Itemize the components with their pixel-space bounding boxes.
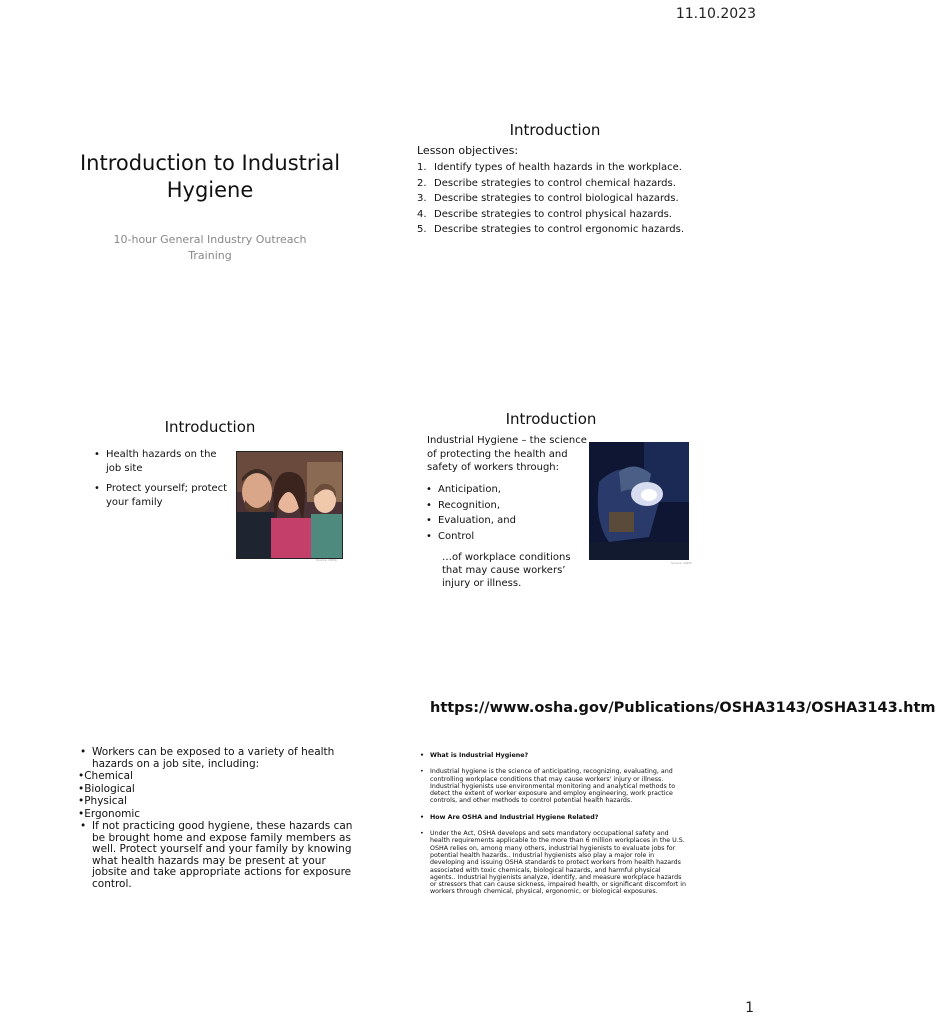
hazard-item: • Chemical [78,771,358,783]
slide4-bullets [424,482,554,544]
slide2-title: Introduction [509,121,601,139]
bullet-item: • If not practicing good hygiene, these hazards can be brought home and expose family members as well. Protect yourself and your family by knowing what health hazards may be present at your jobsite and take appropriate actions for exposure control. [78,821,358,890]
slide3-title: Introduction [164,418,256,436]
objective-item: 1. Identify types of health hazards in the workplace. [417,162,682,173]
objective-item: 4. Describe strategies to control physical hazards. [417,208,672,220]
answer-text: • Industrial hygiene is the science of anticipating, recognizing, evaluating, and controlling workplace conditions that may cause workers' injury or illness. Industrial hygienists use environmental monitoring and analytical methods to detect the extent of worker exposure and employ engineering, work practice controls, and other methods to control potential health hazards. [418,768,686,804]
question-heading: • How Are OSHA and Industrial Hygiene Related? [418,814,686,821]
objective-item: 2. Describe strategies to control chemical hazards. [417,177,676,189]
bullet-item: • Workers can be exposed to a variety of health hazards on a job site, including: [78,747,358,770]
print-date: 11.10.2023 [675,6,756,22]
osha-url-title[interactable]: https://www.osha.gov/Publications/OSHA3143/OSHA3143.htm [430,700,936,716]
objective-item: 3. Describe strategies to control biological hazards. [417,193,679,204]
page-number: 1 [745,1000,754,1016]
slide4-lead: Industrial Hygiene – the science of protecting the health and safety of workers through: [427,435,587,473]
slide4-title: Introduction [505,410,597,428]
slide1-title: Introduction to Industrial Hygiene [79,151,341,202]
welder-photo [589,442,689,560]
slide1-subtitle: 10-hour General Industry Outreach Training [113,233,307,262]
slide6-bullets [418,752,686,905]
hazard-item: • Biological [78,784,358,796]
objective-item: 5. Describe strategies to control ergonomic hazards. [417,224,685,235]
bullet-item: • Evaluation, and [424,513,554,529]
objectives-list [417,160,707,238]
hazard-item: • Physical [78,796,358,808]
bullet-item: • Control [424,529,554,545]
bullet-item: • Recognition, [424,498,554,514]
photo-credit: Source: OSHA [316,558,337,562]
slide5-bullets [78,747,358,891]
photo-credit: Source: OSHA [671,561,692,565]
question-heading: • What is Industrial Hygiene? [418,752,686,759]
bullet-item: • Health hazards on the job site [92,448,232,476]
slide3-bullets [92,448,232,516]
answer-text: • Under the Act, OSHA develops and sets mandatory occupational safety and health requirements applicable to the more than 6 million workplaces in the U.S. OSHA relies on, among many others, industrial hygienists to evaluate jobs for potential health hazards.. Industrial hygienists also play a major role in developing and issuing OSHA standards to protect workers from health hazards associated with toxic chemicals, biological hazards, and harmful physical agents.. Industrial hygienists analyze, identify, and measure workplace hazards or stressors that can cause sickness, impaired health, or significant discomfort in workers through chemical, physical, ergonomic, or biological exposures. [418,830,686,896]
slide4-tail: …of workplace conditions that may cause workers’ injury or illness. [442,552,571,589]
bullet-item: • Protect yourself; protect your family [92,482,232,510]
hazard-item: • Ergonomic [78,809,358,821]
family-photo [236,451,343,559]
bullet-item: • Anticipation, [424,482,554,498]
slide2-lead: Lesson objectives: [417,144,519,157]
